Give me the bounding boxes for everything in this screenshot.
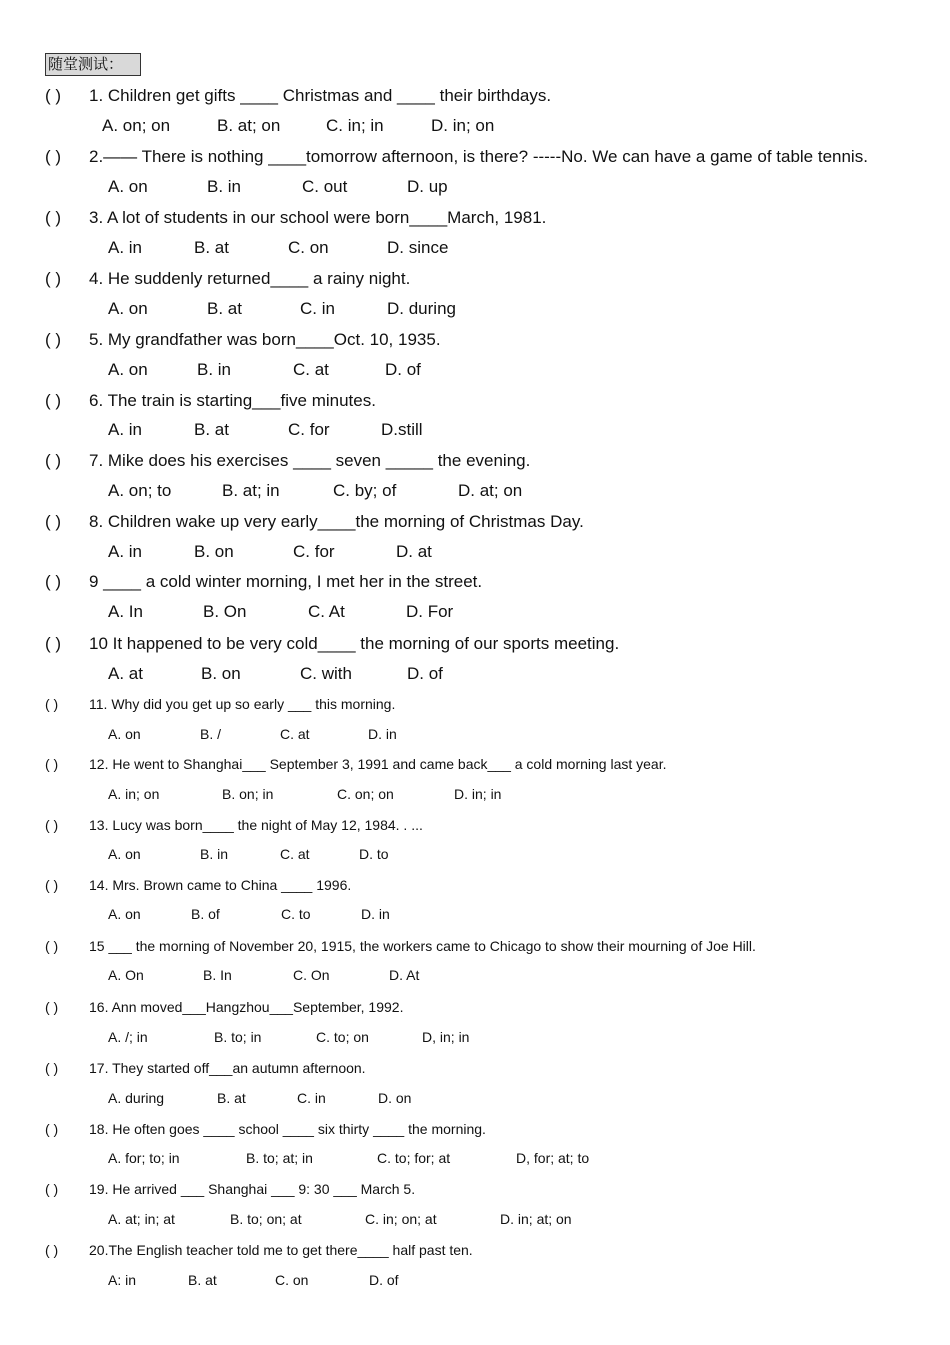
- option-b: B. at: [194, 238, 229, 257]
- option-a: A. on: [108, 177, 148, 196]
- option-d: D, for; at; to: [516, 1150, 590, 1166]
- answer-blank[interactable]: ( ): [45, 330, 62, 349]
- option-b: B. in: [200, 846, 229, 862]
- option-b: B. to; at; in: [246, 1150, 313, 1166]
- option-b: B. in: [197, 360, 232, 379]
- option-c: C. at: [293, 360, 329, 379]
- answer-blank[interactable]: ( ): [45, 999, 59, 1015]
- question-text: 6. The train is starting___five minutes.: [89, 391, 376, 410]
- option-d: D. For: [406, 602, 454, 621]
- option-a: A. in: [108, 420, 143, 439]
- option-c: C. in: [300, 299, 335, 318]
- question-text: 20.The English teacher told me to get there____ half past ten.: [89, 1242, 473, 1258]
- option-b: B. to; in: [214, 1029, 262, 1045]
- option-d: D. since: [387, 238, 449, 257]
- option-d: D. of: [369, 1272, 399, 1288]
- option-b: B. at; on: [217, 116, 281, 135]
- option-a: A. in: [108, 238, 143, 257]
- answer-blank[interactable]: ( ): [45, 572, 62, 591]
- answer-blank[interactable]: ( ): [45, 756, 59, 772]
- question-text: 4. He suddenly returned____ a rainy night.: [89, 269, 411, 288]
- page-title: 随堂测试：: [45, 53, 141, 76]
- answer-blank[interactable]: ( ): [45, 269, 62, 288]
- option-d: D. At: [389, 967, 420, 983]
- option-a: A. /; in: [108, 1029, 148, 1045]
- question-text: 2.—— There is nothing ____tomorrow afternoon, is there? -----No. We can have a game of table tennis.: [89, 147, 868, 166]
- option-b: B. at: [207, 299, 242, 318]
- option-c: C. with: [300, 664, 352, 683]
- option-d: D. on: [378, 1090, 412, 1106]
- option-b: B. on: [194, 542, 234, 561]
- option-d: D, in; in: [422, 1029, 470, 1045]
- question-text: 8. Children wake up very early____the morning of Christmas Day.: [89, 512, 584, 531]
- option-b: B. on: [201, 664, 241, 683]
- option-a: A. on: [108, 846, 141, 862]
- question-text: 11. Why did you get up so early ___ this morning.: [89, 696, 396, 712]
- option-a: A. on; to: [108, 481, 172, 500]
- option-d: D. in; at; on: [500, 1211, 572, 1227]
- question-text: 3. A lot of students in our school were born____March, 1981.: [89, 208, 547, 227]
- answer-blank[interactable]: ( ): [45, 391, 62, 410]
- option-c: C. to; on: [316, 1029, 369, 1045]
- option-b: B. In: [203, 967, 232, 983]
- answer-blank[interactable]: ( ): [45, 147, 62, 166]
- option-d: D. in; in: [454, 786, 502, 802]
- answer-blank[interactable]: ( ): [45, 1242, 59, 1258]
- question-text: 10 It happened to be very cold____ the morning of our sports meeting.: [89, 634, 620, 653]
- option-a: A. in; on: [108, 786, 160, 802]
- answer-blank[interactable]: ( ): [45, 512, 62, 531]
- answer-blank[interactable]: ( ): [45, 208, 62, 227]
- option-c: C. in; in: [326, 116, 384, 135]
- option-b: B. on; in: [222, 786, 274, 802]
- option-b: B. /: [200, 726, 222, 742]
- question-text: 5. My grandfather was born____Oct. 10, 1935.: [89, 330, 441, 349]
- option-b: B. at; in: [222, 481, 280, 500]
- answer-blank[interactable]: ( ): [45, 451, 62, 470]
- question-text: 9 ____ a cold winter morning, I met her in the street.: [89, 572, 483, 591]
- option-c: C. for: [293, 542, 335, 561]
- option-d: D. of: [407, 664, 443, 683]
- option-a: A. on; on: [102, 116, 171, 135]
- option-c: C. by; of: [333, 481, 397, 500]
- option-a: A. on: [108, 726, 141, 742]
- option-a: A. on: [108, 360, 148, 379]
- option-c: C. for: [288, 420, 330, 439]
- option-b: B. in: [207, 177, 242, 196]
- option-c: C. in: [297, 1090, 326, 1106]
- option-c: C. in; on; at: [365, 1211, 437, 1227]
- option-b: B. to; on; at: [230, 1211, 302, 1227]
- option-d: D. of: [385, 360, 421, 379]
- option-d: D. in; on: [431, 116, 495, 135]
- option-a: A. on: [108, 299, 148, 318]
- option-a: A. In: [108, 602, 143, 621]
- answer-blank[interactable]: ( ): [45, 86, 62, 105]
- option-a: A. On: [108, 967, 144, 983]
- option-c: C. at: [280, 846, 310, 862]
- question-text: 17. They started off___an autumn afternoon.: [89, 1060, 366, 1076]
- option-c: C. out: [302, 177, 348, 196]
- answer-blank[interactable]: ( ): [45, 1181, 59, 1197]
- option-c: C. At: [308, 602, 345, 621]
- option-d: D. to: [359, 846, 389, 862]
- option-a: A. for; to; in: [108, 1150, 180, 1166]
- option-a: A. in: [108, 542, 143, 561]
- option-c: C. on: [275, 1272, 309, 1288]
- option-d: D. at: [396, 542, 432, 561]
- answer-blank[interactable]: ( ): [45, 817, 59, 833]
- answer-blank[interactable]: ( ): [45, 877, 59, 893]
- option-a: A: in: [108, 1272, 137, 1288]
- option-b: B. at: [188, 1272, 217, 1288]
- option-d: D. up: [407, 177, 448, 196]
- question-text: 13. Lucy was born____ the night of May 12, 1984. . ...: [89, 817, 423, 833]
- option-c: C. to: [281, 906, 311, 922]
- option-b: B. at: [217, 1090, 246, 1106]
- question-text: 12. He went to Shanghai___ September 3, 1991 and came back___ a cold morning last year.: [89, 756, 667, 772]
- question-text: 1. Children get gifts ____ Christmas and ____ their birthdays.: [89, 86, 552, 105]
- question-text: 16. Ann moved___Hangzhou___September, 1992.: [89, 999, 404, 1015]
- option-a: A. at; in; at: [108, 1211, 175, 1227]
- option-a: A. during: [108, 1090, 165, 1106]
- question-text: 18. He often goes ____ school ____ six thirty ____ the morning.: [89, 1121, 486, 1137]
- option-d: D. in: [368, 726, 397, 742]
- answer-blank[interactable]: ( ): [45, 938, 59, 954]
- option-b: B. On: [203, 602, 247, 621]
- option-d: D. in: [361, 906, 390, 922]
- question-text: 15 ___ the morning of November 20, 1915, the workers came to Chicago to show their mourning of Joe Hill.: [89, 938, 756, 954]
- question-text: 14. Mrs. Brown came to China ____ 1996.: [89, 877, 352, 893]
- option-d: D.still: [381, 420, 423, 439]
- option-a: A. on: [108, 906, 141, 922]
- option-c: C. on: [288, 238, 329, 257]
- option-c: C. at: [280, 726, 310, 742]
- answer-blank[interactable]: ( ): [45, 634, 62, 653]
- option-a: A. at: [108, 664, 143, 683]
- option-c: C. to; for; at: [377, 1150, 451, 1166]
- answer-blank[interactable]: ( ): [45, 1121, 59, 1137]
- question-text: 19. He arrived ___ Shanghai ___ 9: 30 ___ March 5.: [89, 1181, 416, 1197]
- answer-blank[interactable]: ( ): [45, 1060, 59, 1076]
- option-d: D. during: [387, 299, 456, 318]
- option-b: B. at: [194, 420, 229, 439]
- option-c: C. On: [293, 967, 330, 983]
- option-c: C. on; on: [337, 786, 394, 802]
- option-d: D. at; on: [458, 481, 523, 500]
- option-b: B. of: [191, 906, 220, 922]
- answer-blank[interactable]: ( ): [45, 696, 59, 712]
- question-text: 7. Mike does his exercises ____ seven _____ the evening.: [89, 451, 531, 470]
